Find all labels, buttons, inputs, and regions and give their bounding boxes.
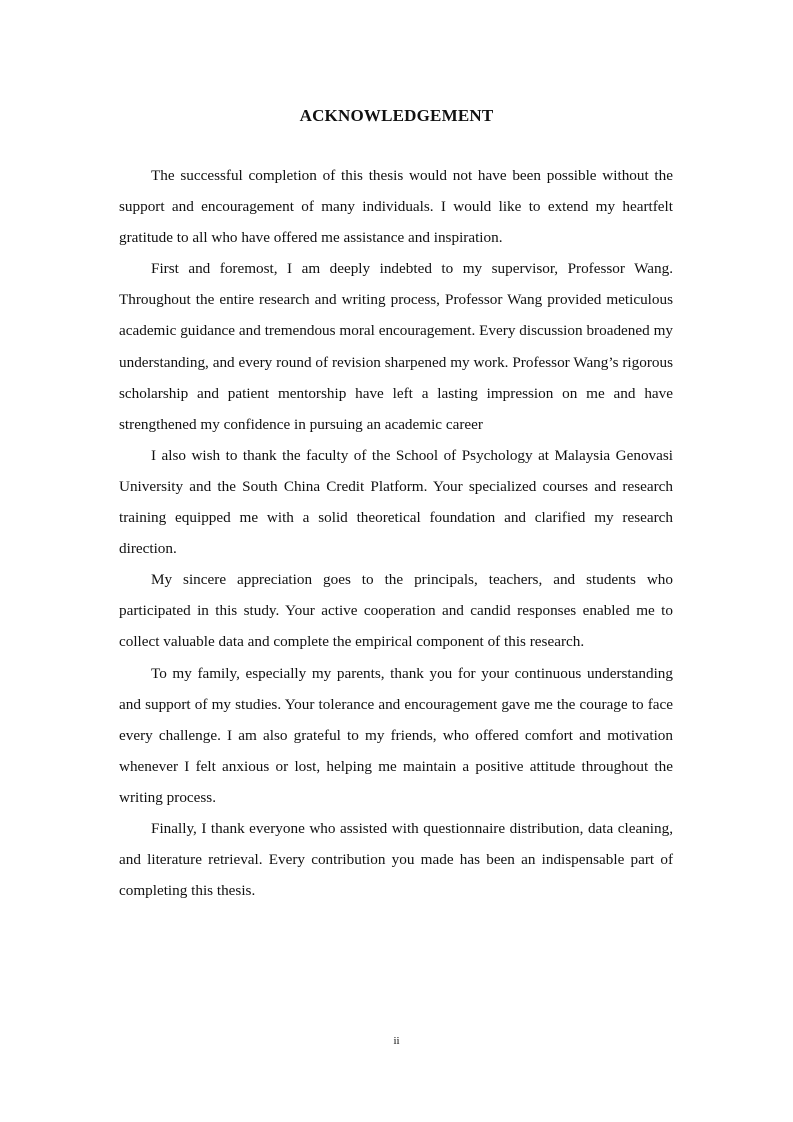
paragraph-family: To my family, especially my parents, thank you for your continuous understanding and support of my studies. Your tolerance and encouragement gave me the courage to face every challenge. I am also grateful to my friends, who offered comfort and motivation whenever I felt anxious or lost, helping me maintain a positive attitude throughout the writing process. — [119, 664, 673, 806]
paragraph-participants: My sincere appreciation goes to the principals, teachers, and students who participated in this study. Your active cooperation and candid responses enabled me to collect valuable data and complete the empirical component of this research. — [119, 571, 673, 651]
paragraph-supervisor: First and foremost, I am deeply indebted to my supervisor, Professor Wang. Throughout the entire research and writing process, Professor Wang provided meticulous academic guidance and tremendous moral encouragement. Every discussion broadened my understanding, and every round of revision sharpened my work. Professor Wang’s rigorous scholarship and patient mentorship have left a lasting impression on me and have strengthened my confidence in pursuing an academic career — [119, 260, 673, 433]
acknowledgement-body — [119, 160, 673, 906]
paragraph-final: Finally, I thank everyone who assisted with questionnaire distribution, data cleaning, and literature retrieval. Every contribution you made has been an indispensable part of completing this thesis. — [119, 819, 673, 900]
paragraph-faculty: I also wish to thank the faculty of the School of Psychology at Malaysia Genovasi University and the South China Credit Platform. Your specialized courses and research training equipped me with a solid theoretical foundation and clarified my research direction. — [119, 446, 673, 558]
page-title: ACKNOWLEDGEMENT — [299, 106, 494, 125]
paragraph-intro: The successful completion of this thesis would not have been possible without the support and encouragement of many individuals. I would like to extend my heartfelt gratitude to all who have offered me assistance and inspiration. — [119, 167, 673, 247]
page-number: ii — [393, 1035, 400, 1047]
